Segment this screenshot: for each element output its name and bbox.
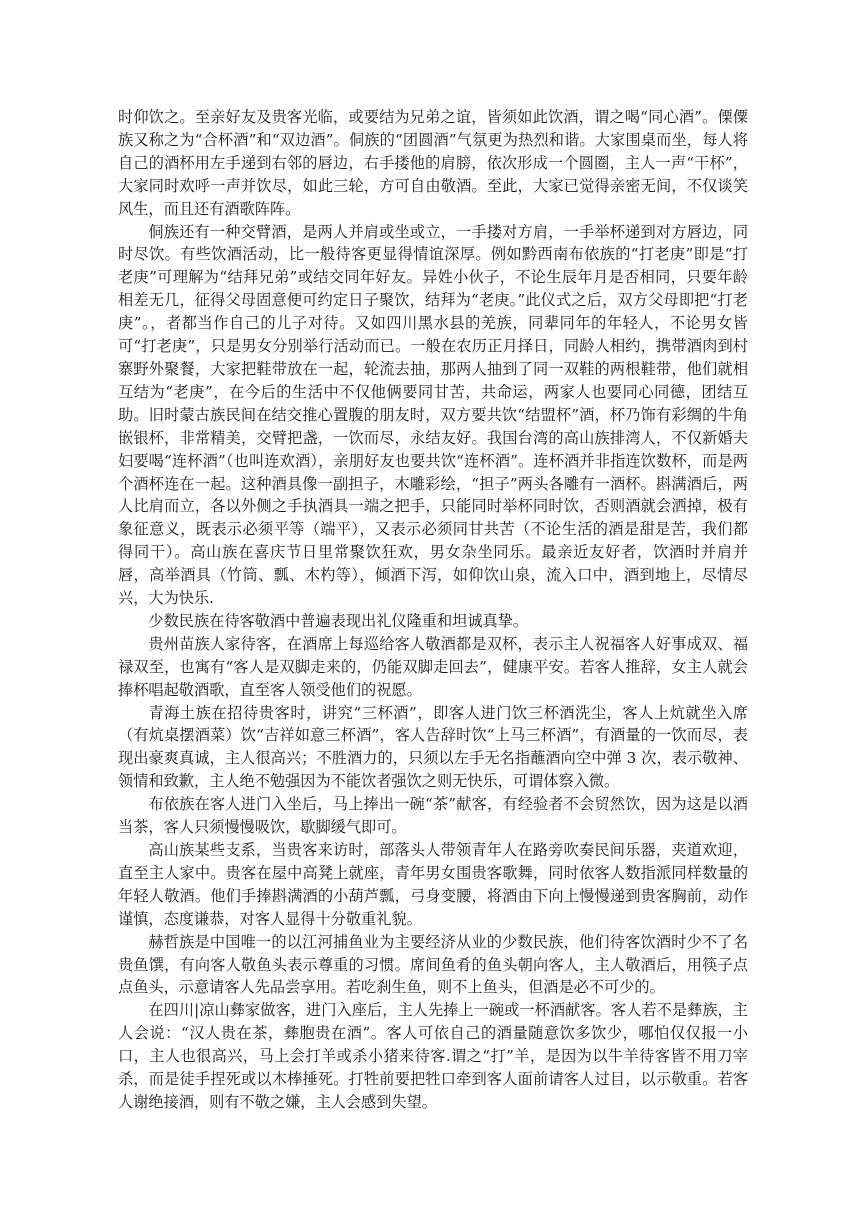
- paragraph: 高山族某些支系，当贵客来访时，部落头人带领青年人在路旁吹奏民间乐器，夹道欢迎，直至主人家中。贵客在屋中高凳上就座，青年男女围贵客歌舞，同时依客人数指派同样数量的年轻人敬酒。他们手捧斟满酒的小葫芦瓢，弓身变腰，将酒由下向上慢慢递到贵客胸前，动作谨慎，态度谦恭，对客人显得十分敬重礼貌。: [118, 841, 748, 928]
- paragraph: 侗族还有一种交臂酒，是两人并肩或坐或立，一手搂对方肩，一手举杯递到对方唇边，同时尽饮。有些饮酒活动，比一般待客更显得情谊深厚。例如黔西南布依族的“打老庚”即是“打老庚”可理解为“结拜兄弟”或结交同年好友。异姓小伙子，不论生辰年月是否相同，只要年龄相差无几，征得父母固意便可约定日子聚饮，结拜为“老庚。”此仪式之后，双方父母即把“打老庚”。，者都当作自己的儿子对待。又如四川黑水县的羌族，同辈同年的年轻人，不论男女皆可“打老庚”，只是男女分别举行活动而已。一般在农历正月择日，同龄人相约，携带酒肉到村寨野外聚餐，大家把鞋带放在一起，轮流去抽，那两人抽到了同一双鞋的两根鞋带，他们就相互结为“老庚”，在今后的生活中不仅他俩要同甘苦，共命运，两家人也要同心同德，团结互助。旧时蒙古族民间在结交推心置腹的朋友时，双方要共饮“结盟杯”酒，杯乃饰有彩绸的牛角嵌银杯，非常精美，交臂把盏，一饮而尽，永结友好。我国台湾的高山族排湾人，不仅新婚夫妇要喝“连杯酒”（也叫连欢酒），亲朋好友也要共饮“连杯酒”。连杯酒并非指连饮数杯，而是两个酒杯连在一起。这种酒具像一副担子，木雕彩绘，“担子”两头各雕有一酒杯。斟满酒后，两人比肩而立，各以外侧之手执酒具一端之把手，只能同时举杯同时饮，否则酒就会洒掉，极有象征意义，既表示必须平等（端平），又表示必须同甘共苦（不论生活的酒是甜是苦，我们都得同干）。高山族在喜庆节日里常聚饮狂欢，男女杂坐同乐。最亲近友好者，饮酒时并肩并唇，高举酒具（竹筒、瓢、木杓等），倾酒下泻，如仰饮山泉，流入口中，酒到地上，尽情尽兴，大为快乐.: [118, 222, 748, 608]
- paragraph: 布依族在客人进门入坐后，马上捧出一碗“茶”献客，有经验者不会贸然饮，因为这是以酒当茶，客人只须慢慢吸饮，歇脚缓气即可。: [118, 795, 748, 837]
- paragraph: 赫哲族是中国唯一的以江河捕鱼业为主要经济从业的少数民族，他们待客饮酒时少不了名贵鱼馔，有向客人敬鱼头表示尊重的习惯。席间鱼肴的鱼头朝向客人，主人敬酒后，用筷子点点鱼头，示意请客人先品尝享用。若吃刹生鱼，则不上鱼头，但酒是必不可少的。: [118, 932, 748, 997]
- paragraph: 贵州苗族人家待客，在酒席上每巡给客人敬酒都是双杯，表示主人祝福客人好事成双、福禄双至，也寓有“客人是双脚走来的，仍能双脚走回去”，健康平安。若客人推辞，女主人就会捧杯唱起敬酒歌，直至客人领受他们的祝愿。: [118, 634, 748, 699]
- paragraph: 在四川|凉山彝家做客，进门入座后，主人先捧上一碗或一杯酒献客。客人若不是彝族，主人会说：“汉人贵在茶，彝胞贵在酒”。客人可依自己的酒量随意饮多饮少，哪怕仅仅报一小口，主人也很高兴，马上会打羊或杀小猪来待客.谓之“打”羊，是因为以牛羊待客皆不用刀宰杀，而是徒手捏死或以木棒捶死。打牲前要把牲口牵到客人面前请客人过目，以示敬重。若客人谢绝接酒，则有不敬之嫌，主人会感到失望。: [118, 1001, 748, 1111]
- paragraph: 青海土族在招待贵客时，讲究“三杯酒”，即客人进门饮三杯酒洗尘，客人上炕就坐入席（有炕桌摆酒菜）饮“吉祥如意三杯酒”，客人告辞时饮“上马三杯酒”，有酒量的一饮而尽，表现出豪爽真诚，主人很高兴；不胜酒力的，只须以左手无名指蘸酒向空中弹 3 次，表示敬神、领情和致歉，主人绝不勉强因为不能饮者强饮之则无快乐，可谓体察入微。: [118, 703, 748, 791]
- document-body: [118, 106, 748, 1114]
- paragraph: 时仰饮之。至亲好友及贵客光临，或要结为兄弟之谊，皆须如此饮酒，谓之喝“同心酒”。傈僳族又称之为“合杯酒”和“双边酒”。侗族的“团圆酒”气氛更为热烈和谐。大家围桌而坐，每人将自己的酒杯用左手递到右邻的唇边，右手搂他的肩膀，依次形成一个圆圈，主人一声“干杯”，大家同时欢呼一声并饮尽，如此三轮，方可自由敬酒。至此，大家已觉得亲密无间，不仅谈笑风生，而且还有酒歌阵阵。: [118, 108, 748, 218]
- paragraph: 少数民族在待客敬酒中普遍表现出礼仪隆重和坦诚真挚。: [148, 611, 529, 630]
